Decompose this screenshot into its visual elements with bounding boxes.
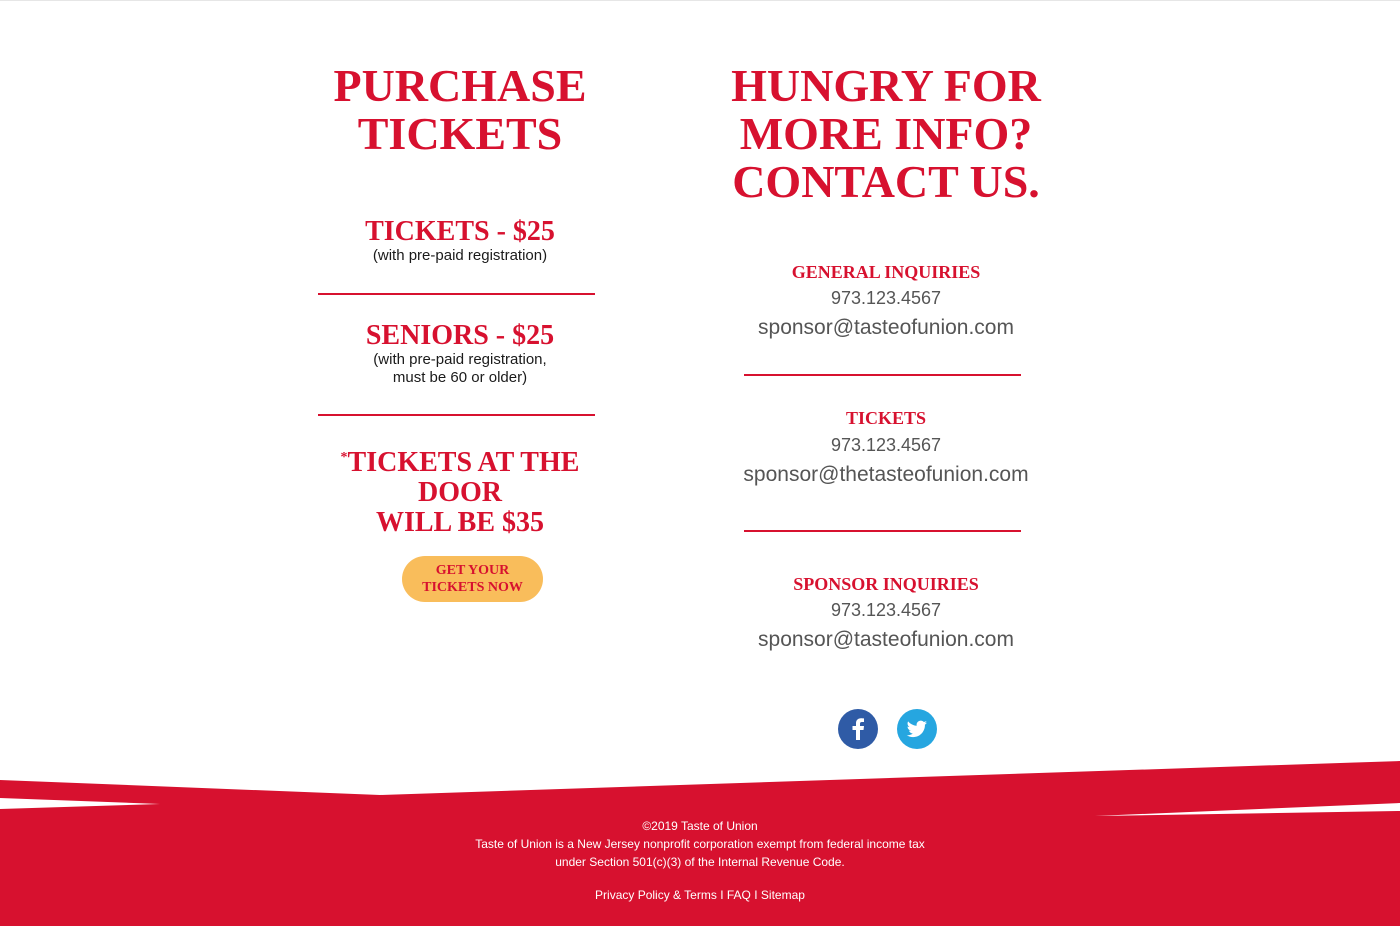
door-line1-text: TICKETS AT THE DOOR (347, 447, 580, 508)
twitter-icon (897, 709, 937, 749)
tickets-contact-email[interactable]: sponsor@thetasteofunion.com (743, 463, 1029, 486)
divider (318, 293, 595, 295)
cta-line1: GET YOUR (435, 563, 510, 578)
tickets-contact-heading: TICKETS (845, 408, 927, 428)
contact-title-line3: CONTACT US. (732, 156, 1040, 207)
sitemap-link[interactable]: Sitemap (760, 888, 805, 902)
general-inquiries-phone[interactable]: 973.123.4567 (830, 288, 942, 308)
general-inquiries-heading: GENERAL INQUIRIES (791, 262, 981, 282)
footer-nonprofit-line2: under Section 501(c)(3) of the Internal Revenue Code. (555, 855, 845, 869)
door-asterisk: * (340, 450, 348, 465)
facebook-link[interactable] (838, 709, 878, 749)
divider (744, 374, 1021, 376)
faq-link[interactable]: FAQ (726, 888, 751, 902)
footer-links (400, 886, 1000, 904)
divider (744, 530, 1021, 532)
sponsor-inquiries-email[interactable]: sponsor@tasteofunion.com (758, 628, 1014, 651)
seniors-price: SENIORS - $25 (365, 320, 555, 351)
footer-info (400, 817, 1000, 871)
footer-separator: I (720, 888, 724, 902)
sponsor-inquiries-phone[interactable]: 973.123.4567 (830, 600, 942, 620)
contact-title-line1: HUNGRY FOR (731, 60, 1041, 111)
privacy-policy-link[interactable]: Privacy Policy & Terms (595, 888, 717, 902)
contact-title (706, 62, 1066, 206)
top-border (0, 0, 1400, 1)
contact-title-line2: MORE INFO? (739, 108, 1033, 159)
seniors-note-line1: (with pre-paid registration, (373, 351, 547, 368)
door-price-note (300, 443, 620, 538)
general-inquiries-email[interactable]: sponsor@tasteofunion.com (758, 316, 1014, 339)
purchase-title (300, 62, 620, 158)
footer-nonprofit-line1: Taste of Union is a New Jersey nonprofit corporation exempt from federal income tax (475, 837, 925, 851)
get-tickets-button[interactable] (402, 556, 543, 602)
purchase-title-line1: PURCHASE (333, 60, 587, 111)
tickets-note: (with pre-paid registration) (372, 247, 548, 264)
seniors-note (300, 351, 620, 387)
twitter-link[interactable] (897, 709, 937, 749)
purchase-title-line2: TICKETS (357, 108, 563, 159)
tickets-contact-phone[interactable]: 973.123.4567 (830, 435, 942, 455)
sponsor-inquiries-heading: SPONSOR INQUIRIES (793, 574, 979, 594)
facebook-icon (838, 709, 878, 749)
door-line1 (300, 443, 620, 508)
door-line2: WILL BE $35 (375, 507, 545, 538)
footer-copyright: ©2019 Taste of Union (642, 819, 758, 833)
tickets-price: TICKETS - $25 (365, 216, 555, 247)
divider (318, 414, 595, 416)
cta-line2: TICKETS NOW (422, 580, 523, 595)
seniors-note-line2: must be 60 or older) (392, 369, 528, 386)
footer-separator: I (754, 888, 758, 902)
